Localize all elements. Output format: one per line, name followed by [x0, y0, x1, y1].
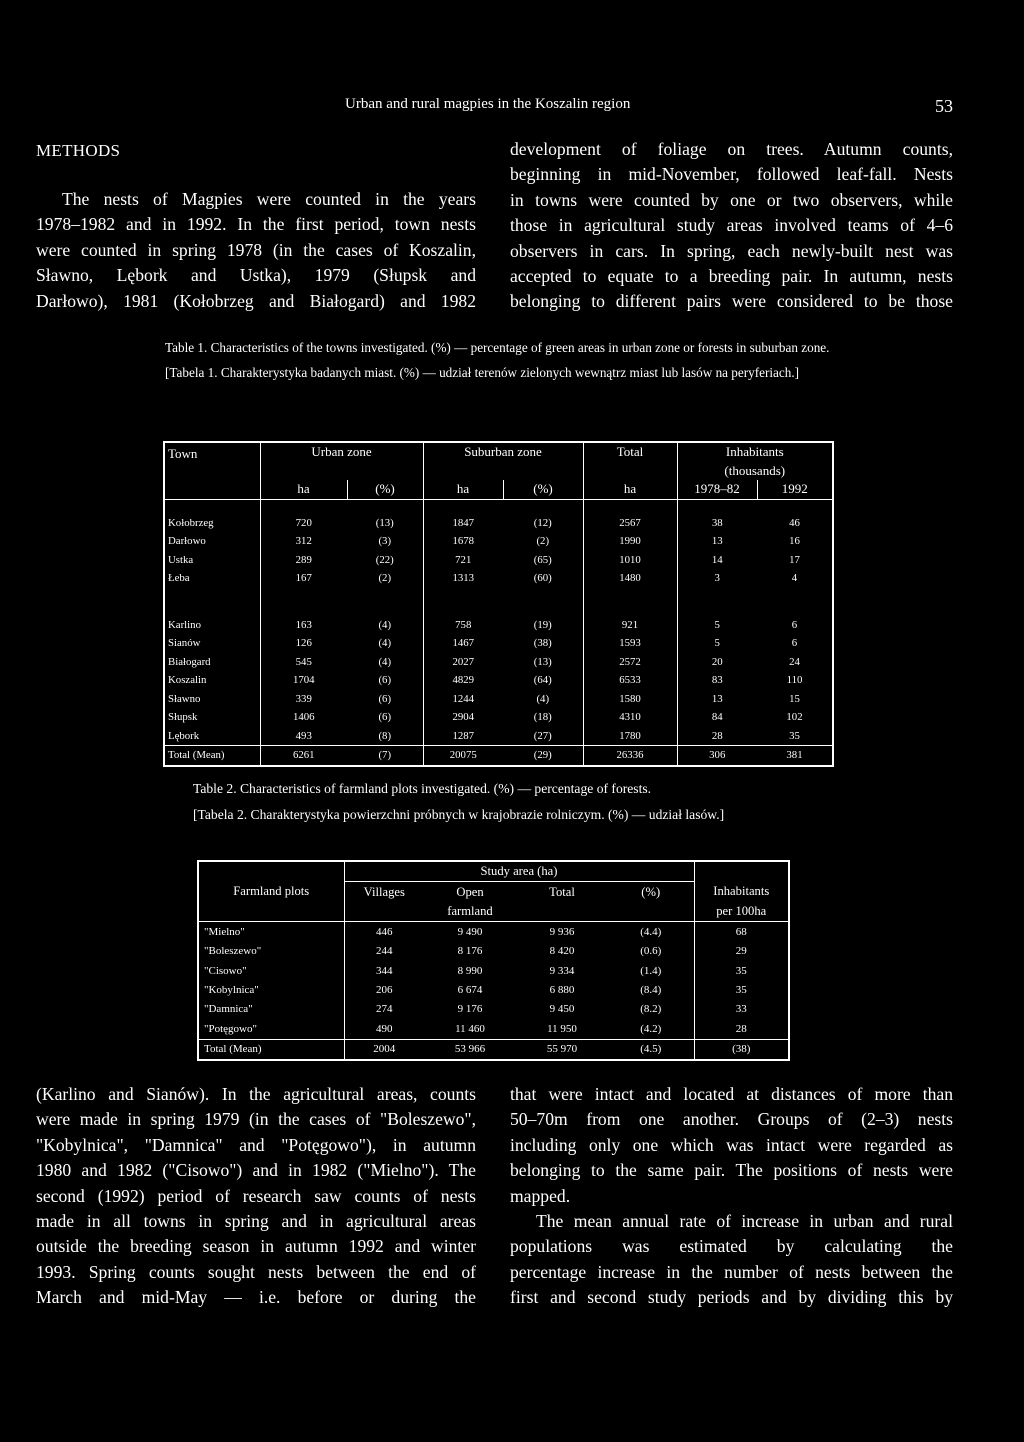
table2-cell: 8 990	[457, 964, 483, 977]
table1-cell: 5	[677, 616, 757, 635]
methods-heading: METHODS	[36, 141, 121, 160]
table1-cell: 1780	[583, 727, 677, 746]
text-line: 1980 and 1982 ("Cisowo") and in 1982 ("Mielno"). The	[36, 1160, 476, 1181]
table1-total-row	[164, 746, 833, 766]
table1-cell: 13	[677, 690, 757, 709]
table2-cell: (1.4)	[640, 964, 662, 977]
table1-cell: 6533	[583, 671, 677, 690]
table1-row	[164, 634, 833, 653]
table2-cell: 6 880	[549, 984, 575, 997]
table1-cell: (60)	[533, 572, 552, 585]
table1-cell: 26336	[583, 746, 677, 766]
table2-cell: (8.4)	[640, 984, 662, 997]
table1-cell: (4)	[378, 655, 392, 668]
table1-cell: 493	[260, 727, 347, 746]
table1-cell: 289	[260, 551, 347, 570]
table1-cell: 28	[677, 727, 757, 746]
table2-cell: "Cisowo"	[204, 964, 247, 977]
table2-cell: 55 970	[516, 1039, 608, 1060]
table1-cell: 1678	[423, 532, 503, 551]
table2-cell: "Mielno"	[204, 925, 245, 938]
table2-header-inhabitants: Inhabitants	[694, 882, 789, 902]
text-line: The mean annual rate of increase in urban and rural	[536, 1211, 953, 1232]
table1-header-row	[164, 462, 833, 481]
table1-cell: Koszalin	[168, 674, 207, 687]
table2-header-pct: (%)	[641, 884, 661, 899]
text-line: belonging to different pairs were considered to be those	[510, 291, 953, 312]
table1-cell: (29)	[503, 746, 583, 766]
table2-cell: "Kobylnica"	[204, 984, 259, 997]
table2-cell: Total (Mean)	[198, 1039, 344, 1060]
table1-cell: 1480	[583, 569, 677, 588]
table1-cell: 1244	[423, 690, 503, 709]
table1-cell: Kołobrzeg	[168, 516, 214, 529]
table1-header-thousands: (thousands)	[677, 462, 833, 481]
table1-cell: (18)	[533, 711, 552, 724]
table1-row	[164, 551, 833, 570]
table1-cell: Ustka	[168, 553, 194, 566]
table2	[197, 860, 790, 1061]
table1-row	[164, 690, 833, 709]
table1-cell: 1847	[423, 514, 503, 533]
table1-cell: Sławno	[168, 692, 201, 705]
table1-cell: 110	[786, 674, 803, 687]
table2-cell: "Potęgowo"	[204, 1022, 257, 1035]
table2-cell: (38)	[694, 1039, 789, 1060]
table2-cell: 344	[344, 961, 424, 980]
table1-cell: 13	[677, 532, 757, 551]
table1-cell: 5	[677, 634, 757, 653]
table2-cell: 28	[694, 1019, 789, 1039]
table2-header-total: Total	[549, 884, 575, 899]
table1-cell: 1467	[423, 634, 503, 653]
table1-cell: 15	[789, 692, 800, 705]
table1-cell: 545	[260, 653, 347, 672]
table1-cell: 167	[260, 569, 347, 588]
text-line: mapped.	[510, 1185, 571, 1206]
table2-header-row	[198, 861, 789, 882]
table1-cell: (4)	[378, 637, 392, 650]
table1-cell: (22)	[375, 553, 394, 566]
table1-cell: (12)	[533, 516, 552, 529]
table1-cell: 381	[757, 746, 833, 766]
text-line: including only one which was intact were regarded as	[510, 1134, 953, 1155]
table1-header-row	[164, 442, 833, 462]
text-line: beginning in mid-November, followed leaf-fall. Nests	[510, 164, 953, 185]
table1-cell: (13)	[375, 516, 394, 529]
table1-cell: 921	[583, 616, 677, 635]
bottom-left-paragraph	[36, 1082, 476, 1311]
table2-caption-en: Table 2. Characteristics of farmland plots investigated. (%) — percentage of forests.	[193, 781, 652, 796]
text-line: (Karlino and Sianów). In the agricultural areas, counts	[36, 1084, 476, 1104]
table1-cell: Lębork	[168, 729, 200, 742]
table1-cell: 84	[677, 708, 757, 727]
table2-cell: 9 450	[549, 1003, 575, 1016]
table2-header-plots: Farmland plots	[233, 884, 310, 899]
text-line: Darłowo), 1981 (Kołobrzeg and Białogard) and 1982	[36, 290, 476, 311]
table1-cell: 1704	[260, 671, 347, 690]
table1-row	[164, 653, 833, 672]
table2-cell: 53 966	[424, 1039, 516, 1060]
table1-cell: 721	[423, 551, 503, 570]
table2-cell: 244	[344, 942, 424, 961]
text-line: those in agricultural study areas involved teams of 4–6	[510, 215, 953, 236]
table1-cell: (65)	[533, 553, 552, 566]
table1-cell: (38)	[533, 637, 552, 650]
table1-row	[164, 727, 833, 746]
table1-cell: 2572	[583, 653, 677, 672]
table1-header-suburban: Suburban zone	[423, 442, 583, 462]
table2-cell: (8.2)	[640, 1003, 662, 1016]
table2-cell: 35	[694, 961, 789, 980]
text-line: made in all towns in spring and in agricultural areas	[36, 1211, 476, 1232]
table1-cell: (3)	[378, 535, 392, 548]
running-title: Urban and rural magpies in the Koszalin region	[345, 96, 631, 112]
table1-row	[164, 514, 833, 533]
table2-row	[198, 1000, 789, 1019]
text-line: outside the breeding season in autumn 1992 and winter	[36, 1236, 476, 1257]
table1	[163, 441, 834, 767]
table2-cell: "Boleszewo"	[204, 945, 262, 958]
table2-cell: 35	[694, 980, 789, 999]
table1-cell: 38	[677, 514, 757, 533]
table2-header-study-area: Study area (ha)	[344, 861, 694, 882]
table2-row	[198, 961, 789, 980]
table1-cell: 3	[677, 569, 757, 588]
text-line: 1978–1982 and in 1992. In the first period, town nests	[36, 214, 476, 235]
table2-row	[198, 922, 789, 942]
table1-cell: 83	[677, 671, 757, 690]
table1-caption-pl: [Tabela 1. Charakterystyka badanych miast. (%) — udział terenów zielonych wewnątrz miast lub lasów na peryferiach.]	[165, 365, 800, 380]
table2-header-per-100ha: per 100ha	[694, 902, 789, 922]
table2-header-farmland: farmland	[424, 902, 516, 922]
table1-subheader: (%)	[503, 480, 583, 499]
text-line: were made in spring 1979 (in the cases of "Boleszewo",	[36, 1109, 476, 1130]
table1-cell: 24	[789, 655, 800, 668]
table2-cell: 9 334	[549, 964, 575, 977]
table1-cell: Karlino	[168, 618, 201, 631]
table1-cell: 2904	[423, 708, 503, 727]
table1-row	[164, 708, 833, 727]
text-line: percentage increase in the number of nests between the	[510, 1261, 953, 1282]
table1-cell: 4	[791, 572, 798, 585]
table1-cell: (13)	[533, 655, 552, 668]
table1-cell: Łeba	[168, 572, 190, 585]
table1-cell: (2)	[536, 535, 550, 548]
table2-cell: 490	[344, 1019, 424, 1039]
table1-cell: (27)	[533, 729, 552, 742]
table1-header-total: Total	[583, 442, 677, 462]
table1-cell: (4)	[378, 618, 392, 631]
table1-cell: (64)	[533, 674, 552, 687]
table1-cell: 102	[786, 711, 803, 724]
table1-cell: 4310	[583, 708, 677, 727]
table2-cell: (4.2)	[640, 1022, 662, 1035]
table2-header-row	[198, 902, 789, 922]
table2-total-row	[198, 1039, 789, 1060]
table2-cell: 2004	[344, 1039, 424, 1060]
table1-cell: 16	[789, 535, 800, 548]
text-line: populations was estimated by calculating the	[510, 1236, 953, 1257]
table1-cell: 20	[677, 653, 757, 672]
table1-cell: 2027	[423, 653, 503, 672]
table1-row	[164, 569, 833, 588]
table1-subheader: 1992	[757, 480, 833, 499]
table1-cell: 1593	[583, 634, 677, 653]
text-line: second (1992) period of research saw counts of nests	[36, 1185, 476, 1206]
table1-cell: (6)	[378, 692, 392, 705]
text-line: The nests of Magpies were counted in the years	[62, 189, 476, 209]
table1-caption	[165, 339, 845, 382]
table1-cell: Słupsk	[168, 711, 198, 724]
table2-row	[198, 942, 789, 961]
table1-cell: 6	[791, 637, 798, 650]
table1-header-town: Town	[168, 446, 198, 461]
table1-caption-en: Table 1. Characteristics of the towns investigated. (%) — percentage of green areas in urban zone or forests in suburban zone.	[165, 340, 830, 355]
text-line: observers in cars. In spring, each newly-built nest was	[510, 240, 953, 261]
table1-cell: 126	[260, 634, 347, 653]
table2-row	[198, 1019, 789, 1039]
table1-cell: 758	[423, 616, 503, 635]
table1-cell: 1406	[260, 708, 347, 727]
table1-subheader: (%)	[347, 480, 423, 499]
text-line: development of foliage on trees. Autumn counts,	[510, 139, 953, 159]
text-line: first and second study periods and by dividing this by	[510, 1287, 953, 1308]
table2-cell: 33	[694, 1000, 789, 1019]
table1-cell: 1580	[583, 690, 677, 709]
table2-cell: 6 674	[457, 984, 483, 997]
text-line: were counted in spring 1978 (in the cases of Koszalin,	[36, 239, 476, 260]
table1-cell: 2567	[583, 514, 677, 533]
table2-caption-pl: [Tabela 2. Charakterystyka powierzchni próbnych w krajobrazie rolniczym. (%) — udział lasów.]	[193, 807, 725, 822]
table2-caption	[193, 779, 793, 824]
page-number: 53	[935, 96, 953, 116]
top-left-paragraph	[36, 187, 476, 314]
table2-cell: "Damnica"	[204, 1003, 253, 1016]
text-line: 1993. Spring counts sought nests between the end of	[36, 1261, 476, 1282]
text-line: that were intact and located at distances of more than	[510, 1084, 953, 1104]
table1-cell: Darłowo	[168, 535, 206, 548]
table1-cell: 306	[677, 746, 757, 766]
table1-row	[164, 532, 833, 551]
table1-cell: 339	[260, 690, 347, 709]
table1-cell: (2)	[378, 572, 392, 585]
text-line: "Kobylnica", "Damnica" and "Potęgowo"), in autumn	[36, 1134, 476, 1155]
table2-row	[198, 980, 789, 999]
table1-cell: 4829	[423, 671, 503, 690]
table1-cell: (19)	[533, 618, 552, 631]
bottom-right-paragraphs	[510, 1082, 953, 1311]
table1-cell: 1990	[583, 532, 677, 551]
table2-cell: 68	[694, 922, 789, 942]
table1-cell: 20075	[423, 746, 503, 766]
table1-cell: 1313	[423, 569, 503, 588]
table1-cell: 46	[789, 516, 800, 529]
table1-cell: 720	[260, 514, 347, 533]
table1-cell: 1287	[423, 727, 503, 746]
table1-cell: 17	[789, 553, 800, 566]
table2-cell: 9 176	[457, 1003, 483, 1016]
table1-cell: Total (Mean)	[164, 746, 260, 766]
text-line: accepted to equate to a breeding pair. In autumn, nests	[510, 266, 953, 287]
table1-subheader-row	[164, 480, 833, 499]
table2-cell: (0.6)	[640, 945, 662, 958]
table2-cell: 8 176	[457, 945, 483, 958]
text-line: Sławno, Lębork and Ustka), 1979 (Słupsk and	[36, 265, 476, 286]
table1-row	[164, 616, 833, 635]
table2-cell: 8 420	[549, 945, 575, 958]
table2-header-villages: Villages	[344, 882, 424, 902]
table1-cell: 6	[791, 618, 798, 631]
table1-subheader: 1978–82	[677, 480, 757, 499]
top-right-paragraph	[510, 137, 953, 315]
table2-cell: 446	[344, 922, 424, 942]
table1-cell: 35	[789, 729, 800, 742]
table2-header-open: Open	[456, 884, 484, 899]
table1-cell: (6)	[378, 711, 392, 724]
text-line: March and mid-May — i.e. before or during the	[36, 1287, 476, 1308]
table1-cell: Białogard	[168, 655, 211, 668]
table1-cell: (8)	[378, 729, 392, 742]
table1-header-inhabitants: Inhabitants	[677, 442, 833, 462]
table1-cell: 14	[677, 551, 757, 570]
table1-cell: 6261	[260, 746, 347, 766]
table2-cell: 29	[694, 942, 789, 961]
table1-cell: 163	[260, 616, 347, 635]
text-line: in towns were counted by one or two observers, while	[510, 189, 953, 210]
table2-header-row	[198, 882, 789, 902]
table2-cell: 11 950	[547, 1022, 577, 1035]
table1-cell: Sianów	[168, 637, 201, 650]
table1-subheader: ha	[423, 480, 503, 499]
table1-header-urban: Urban zone	[260, 442, 423, 462]
table2-cell: (4.4)	[640, 925, 662, 938]
table2-cell: 9 490	[457, 925, 483, 938]
table2-cell: 274	[344, 1000, 424, 1019]
table1-cell: (4)	[536, 692, 550, 705]
table1-cell: 312	[260, 532, 347, 551]
table1-subheader: ha	[583, 480, 677, 499]
table1-cell: (6)	[378, 674, 392, 687]
table1-cell: 1010	[583, 551, 677, 570]
text-line: belonging to the same pair. The positions of nests were	[510, 1160, 953, 1181]
table2-cell: 11 460	[455, 1022, 485, 1035]
table2-cell: 206	[344, 980, 424, 999]
table2-cell: 9 936	[549, 925, 575, 938]
table2-cell: (4.5)	[608, 1039, 694, 1060]
table1-row	[164, 671, 833, 690]
table1-subheader: ha	[260, 480, 347, 499]
table1-cell: (7)	[347, 746, 423, 766]
text-line: 50–70m from one another. Groups of (2–3) nests	[510, 1109, 953, 1130]
